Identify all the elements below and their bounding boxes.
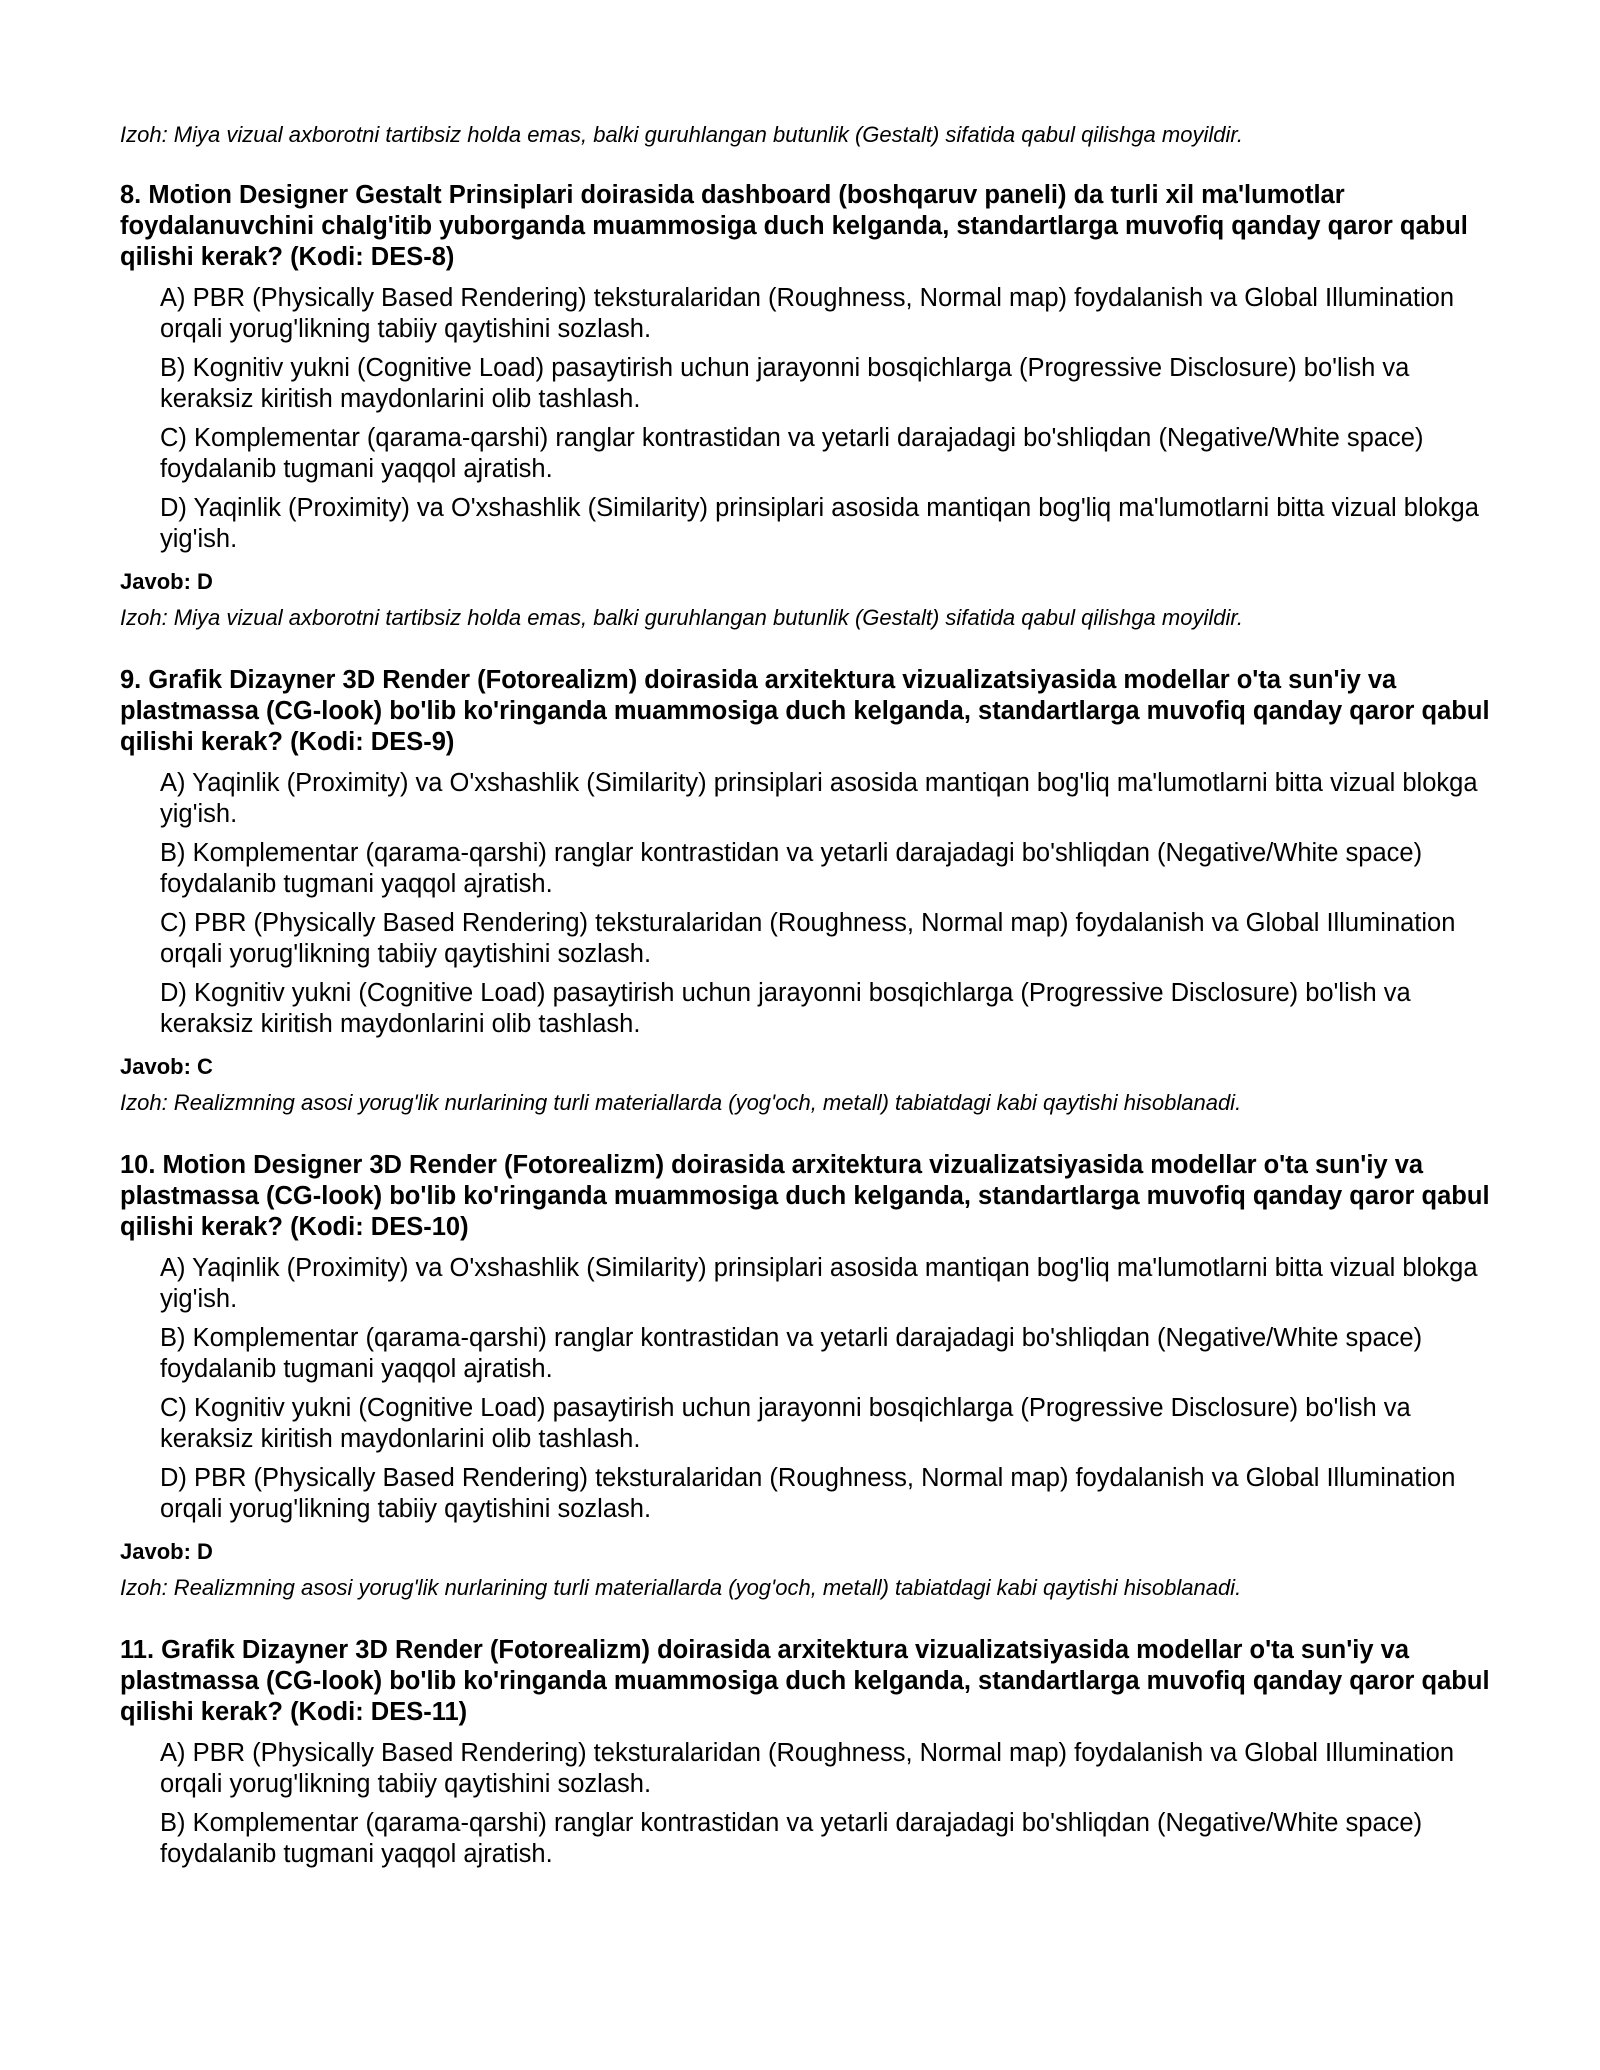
answer-label: Javob: D — [120, 1539, 213, 1564]
option-d: D) Kognitiv yukni (Cognitive Load) pasaytirish uchun jarayonni bosqichlarga (Progressive Disclosure) bo'lish va keraksiz kiritish maydonlarini olib tashlash. — [160, 979, 1411, 1038]
question-title: 10. Motion Designer 3D Render (Fotorealizm) doirasida arxitektura vizualizatsiyasida modellar o'ta sun'iy va plastmassa (CG-look) bo'lib ko'ringanda muammosiga duch kelganda, standartlarga muvofiq qanday qaror qabul qilishi kerak? (Kodi: DES-10) — [120, 1151, 1490, 1241]
option-c: C) PBR (Physically Based Rendering) teksturalaridan (Roughness, Normal map) foydalanish va Global Illumination orqali yorug'likning tabiiy qaytishini sozlash. — [160, 909, 1456, 968]
explanation-note: Izoh: Miya vizual axborotni tartibsiz holda emas, balki guruhlangan butunlik (Gestalt) sifatida qabul qilishga moyildir. — [120, 605, 1243, 630]
option-a: A) Yaqinlik (Proximity) va O'xshashlik (Similarity) prinsiplari asosida mantiqan bog'liq ma'lumotlarni bitta vizual blokga yig'ish. — [160, 769, 1478, 828]
answer-label: Javob: D — [120, 569, 213, 594]
option-b: B) Komplementar (qarama-qarshi) ranglar kontrastidan va yetarli darajadagi bo'shliqdan (Negative/White space) foydalanib tugmani yaqqol ajratish. — [160, 1809, 1423, 1868]
explanation-note: Izoh: Realizmning asosi yorug'lik nurlarining turli materiallarda (yog'och, metall) tabiatdagi kabi qaytishi hisoblanadi. — [120, 1575, 1242, 1600]
option-d: D) Yaqinlik (Proximity) va O'xshashlik (Similarity) prinsiplari asosida mantiqan bog'liq ma'lumotlarni bitta vizual blokga yig'ish. — [160, 494, 1479, 553]
document-page — [120, 120, 1490, 1902]
option-d: D) PBR (Physically Based Rendering) teksturalaridan (Roughness, Normal map) foydalanish va Global Illumination orqali yorug'likning tabiiy qaytishini sozlash. — [160, 1464, 1456, 1523]
question-title: 11. Grafik Dizayner 3D Render (Fotorealizm) doirasida arxitektura vizualizatsiyasida modellar o'ta sun'iy va plastmassa (CG-look) bo'lib ko'ringanda muammosiga duch kelganda, standartlarga muvofiq qanday qaror qabul qilishi kerak? (Kodi: DES-11) — [120, 1636, 1490, 1726]
question-11 — [120, 1635, 1490, 1870]
answer-label: Javob: C — [120, 1054, 213, 1079]
option-b: B) Komplementar (qarama-qarshi) ranglar kontrastidan va yetarli darajadagi bo'shliqdan (Negative/White space) foydalanib tugmani yaqqol ajratish. — [160, 839, 1423, 898]
option-b: B) Kognitiv yukni (Cognitive Load) pasaytirish uchun jarayonni bosqichlarga (Progressive Disclosure) bo'lish va keraksiz kiritish maydonlarini olib tashlash. — [160, 354, 1410, 413]
option-c: C) Kognitiv yukni (Cognitive Load) pasaytirish uchun jarayonni bosqichlarga (Progressive Disclosure) bo'lish va keraksiz kiritish maydonlarini olib tashlash. — [160, 1394, 1411, 1453]
lead-note: Izoh: Miya vizual axborotni tartibsiz holda emas, balki guruhlangan butunlik (Gestalt) sifatida qabul qilishga moyildir. — [120, 122, 1243, 147]
option-a: A) PBR (Physically Based Rendering) teksturalaridan (Roughness, Normal map) foydalanish va Global Illumination orqali yorug'likning tabiiy qaytishini sozlash. — [160, 1739, 1455, 1798]
question-9 — [120, 665, 1490, 1118]
question-title: 8. Motion Designer Gestalt Prinsiplari doirasida dashboard (boshqaruv paneli) da turli xil ma'lumotlar foydalanuvchini chalg'itib yuborganda muammosiga duch kelganda, standartlarga muvofiq qanday qaror qabul qilishi kerak? (Kodi: DES-8) — [120, 181, 1468, 271]
question-10 — [120, 1150, 1490, 1603]
option-a: A) Yaqinlik (Proximity) va O'xshashlik (Similarity) prinsiplari asosida mantiqan bog'liq ma'lumotlarni bitta vizual blokga yig'ish. — [160, 1254, 1478, 1313]
question-8 — [120, 180, 1490, 633]
option-b: B) Komplementar (qarama-qarshi) ranglar kontrastidan va yetarli darajadagi bo'shliqdan (Negative/White space) foydalanib tugmani yaqqol ajratish. — [160, 1324, 1423, 1383]
explanation-note: Izoh: Realizmning asosi yorug'lik nurlarining turli materiallarda (yog'och, metall) tabiatdagi kabi qaytishi hisoblanadi. — [120, 1090, 1242, 1115]
option-a: A) PBR (Physically Based Rendering) teksturalaridan (Roughness, Normal map) foydalanish va Global Illumination orqali yorug'likning tabiiy qaytishini sozlash. — [160, 284, 1455, 343]
question-title: 9. Grafik Dizayner 3D Render (Fotorealizm) doirasida arxitektura vizualizatsiyasida modellar o'ta sun'iy va plastmassa (CG-look) bo'lib ko'ringanda muammosiga duch kelganda, standartlarga muvofiq qanday qaror qabul qilishi kerak? (Kodi: DES-9) — [120, 666, 1490, 756]
option-c: C) Komplementar (qarama-qarshi) ranglar kontrastidan va yetarli darajadagi bo'shliqdan (Negative/White space) foydalanib tugmani yaqqol ajratish. — [160, 424, 1424, 483]
